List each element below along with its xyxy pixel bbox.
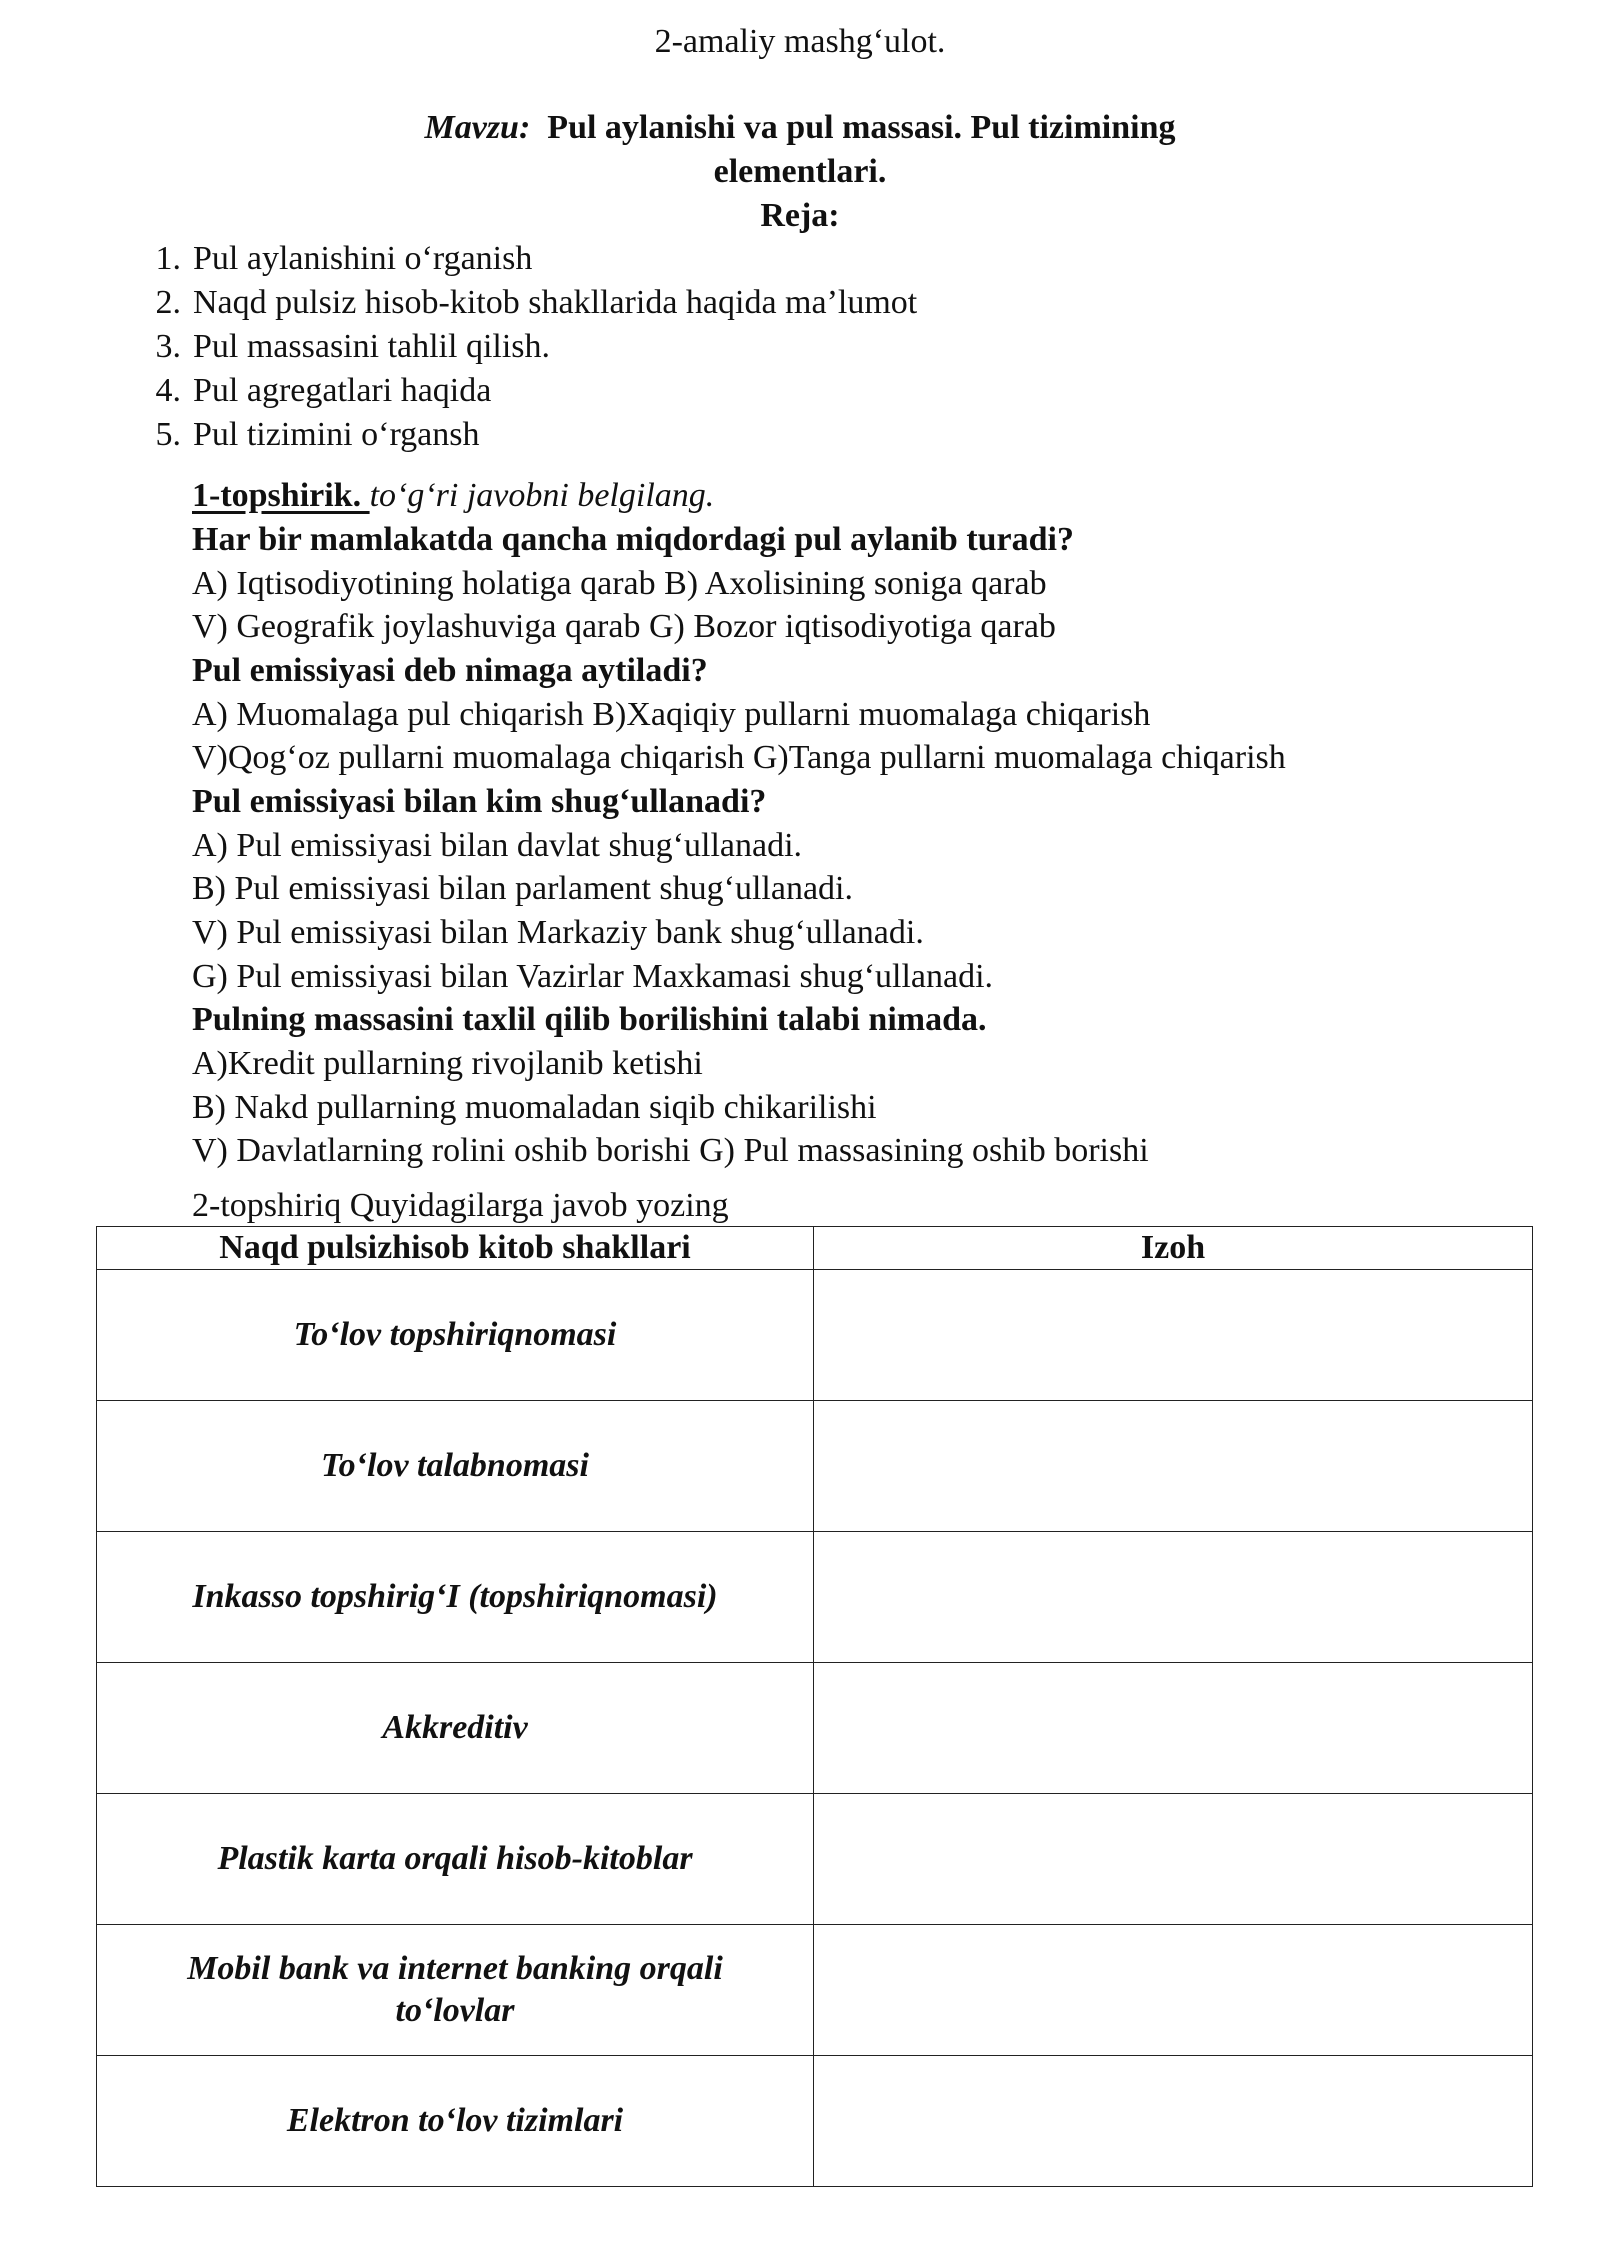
plan-item-text: Pul aylanishini o‘rganish <box>193 240 533 277</box>
plan-item-number: 5. <box>155 416 181 453</box>
column-header-note: Izoh <box>814 1227 1533 1270</box>
plan-item <box>145 369 1245 413</box>
question-2: Pul emissiyasi deb nimaga aytiladi? <box>192 652 708 689</box>
note-cell[interactable] <box>814 1794 1533 1925</box>
task1-instruction: to‘g‘ri javobni belgilang. <box>369 477 715 514</box>
answer-line: V) Geografik joylashuviga qarab G) Bozor iqtisodiyotiga qarab <box>192 608 1056 645</box>
plan-item-text: Pul tizimini o‘rgansh <box>193 416 480 453</box>
plan-item <box>145 325 1245 369</box>
plan-item <box>145 413 1245 457</box>
note-cell[interactable] <box>814 1532 1533 1663</box>
plan-item-text: Pul agregatlari haqida <box>193 372 492 409</box>
payment-forms-table <box>96 1226 1533 2187</box>
form-name-cell <box>97 1925 814 2056</box>
table-row <box>97 1270 1533 1401</box>
form-name-line: To‘lov talabnomasi <box>321 1447 589 1484</box>
practice-title: 2-amaliy mashg‘ulot. <box>654 23 946 60</box>
column-header-forms: Naqd pulsizhisob kitob shakllari <box>97 1227 814 1270</box>
answer-line: A) Pul emissiyasi bilan davlat shug‘ullanadi. <box>192 827 803 864</box>
answer-line: A) Iqtisodiyotining holatiga qarab B) Axolisining soniga qarab <box>192 565 1047 602</box>
plan-heading: Reja: <box>760 197 840 234</box>
form-name-line: To‘lov topshiriqnomasi <box>293 1316 617 1353</box>
task1-label: 1-topshirik. <box>192 477 370 514</box>
answer-line: B) Pul emissiyasi bilan parlament shug‘ullanadi. <box>192 870 854 907</box>
answer-line: V) Davlatlarning rolini oshib borishi G) Pul massasining oshib borishi <box>192 1132 1149 1169</box>
table-header-row <box>97 1227 1533 1270</box>
plan-item <box>145 237 1245 281</box>
task2-heading: 2-topshiriq Quyidagilarga javob yozing <box>192 1187 729 1224</box>
table-row <box>97 1532 1533 1663</box>
plan-item-number: 4. <box>155 372 181 409</box>
form-name-cell <box>97 1270 814 1401</box>
plan-item-text: Pul massasini tahlil qilish. <box>193 328 551 365</box>
form-name-line: to‘lovlar <box>395 1992 515 2029</box>
note-cell[interactable] <box>814 2056 1533 2187</box>
form-name-cell <box>97 1794 814 1925</box>
note-cell[interactable] <box>814 1663 1533 1794</box>
topic-prefix: Mavzu: <box>424 109 531 146</box>
answer-line: V) Pul emissiyasi bilan Markaziy bank shug‘ullanadi. <box>192 914 924 951</box>
form-name-line: Elektron to‘lov tizimlari <box>286 2102 624 2139</box>
form-name-line: Inkasso topshirig‘I (topshiriqnomasi) <box>192 1578 718 1615</box>
question-3: Pul emissiyasi bilan kim shug‘ullanadi? <box>192 783 767 820</box>
table-row <box>97 1794 1533 1925</box>
plan-item-number: 1. <box>155 240 181 277</box>
answer-line: A) Muomalaga pul chiqarish B)Xaqiqiy pullarni muomalaga chiqarish <box>192 696 1151 733</box>
note-cell[interactable] <box>814 1270 1533 1401</box>
question-4: Pulning massasini taxlil qilib borilishini talabi nimada. <box>192 1001 987 1038</box>
plan-item <box>145 281 1245 325</box>
form-name-cell <box>97 1663 814 1794</box>
table-row <box>97 1663 1533 1794</box>
plan-item-number: 2. <box>155 284 181 321</box>
note-cell[interactable] <box>814 1925 1533 2056</box>
plan-item-text: Naqd pulsiz hisob-kitob shakllarida haqida ma’lumot <box>193 284 918 321</box>
table-row <box>97 1925 1533 2056</box>
form-name-line: Akkreditiv <box>382 1709 528 1746</box>
form-name-cell <box>97 2056 814 2187</box>
topic-text: Pul aylanishi va pul massasi. Pul tizimining <box>547 109 1176 146</box>
question-1: Har bir mamlakatda qancha miqdordagi pul aylanib turadi? <box>192 521 1074 558</box>
form-name-line: Plastik karta orqali hisob-kitoblar <box>217 1840 693 1877</box>
form-name-line: Mobil bank va internet banking orqali <box>187 1950 723 1987</box>
form-name-cell <box>97 1532 814 1663</box>
form-name-cell <box>97 1401 814 1532</box>
answer-line: B) Nakd pullarning muomaladan siqib chikarilishi <box>192 1089 877 1126</box>
table-row <box>97 2056 1533 2187</box>
topic-line-1 <box>0 106 1600 150</box>
answer-line: A)Kredit pullarning rivojlanib ketishi <box>192 1045 703 1082</box>
answer-line: G) Pul emissiyasi bilan Vazirlar Maxkamasi shug‘ullanadi. <box>192 958 994 995</box>
note-cell[interactable] <box>814 1401 1533 1532</box>
task1-heading <box>192 474 714 518</box>
topic-line-2: elementlari. <box>713 153 887 190</box>
plan-item-number: 3. <box>155 328 181 365</box>
answer-line: V)Qog‘oz pullarni muomalaga chiqarish G)Tanga pullarni muomalaga chiqarish <box>192 739 1286 776</box>
table-row <box>97 1401 1533 1532</box>
